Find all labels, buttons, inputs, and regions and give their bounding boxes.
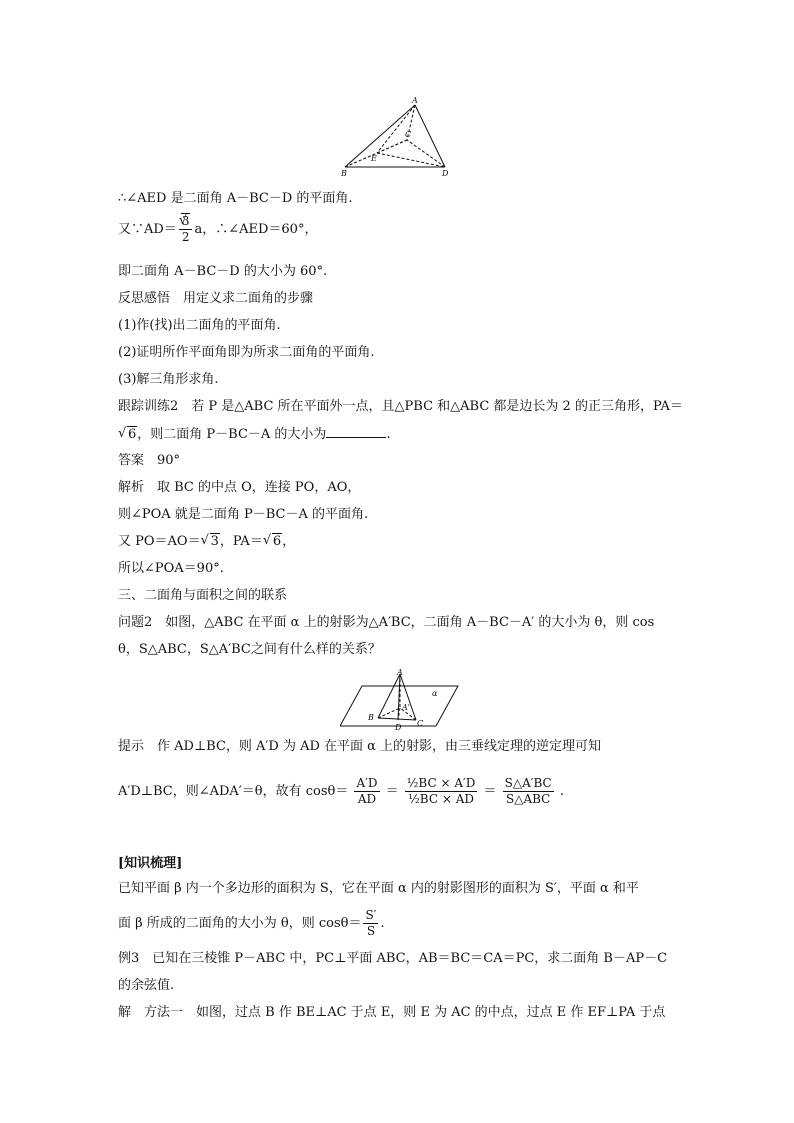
text-line: 跟踪训练2 若 P 是△ABC 所在平面外一点，且△PBC 和△ABC 都是边长为 2 的正三角形，PA＝ (118, 399, 683, 414)
text-line: 提示 作 AD⊥BC，则 A′D 为 AD 在平面 α 上的射影，由三垂线定理的逆定理可知 (118, 739, 602, 754)
text-line: 所以∠POA＝90°. (118, 561, 224, 576)
text-line: 反思感悟 用定义求二面角的步骤 (118, 291, 314, 306)
text-line: 又∵AD＝ √ $\frac{3}{2}$ a，∴∠AED＝60°， (118, 214, 317, 245)
label-d: D (395, 723, 402, 732)
label-a: A (412, 96, 418, 105)
text-line: ∴∠AED 是二面角 A－BC－D 的平面角. (118, 191, 353, 206)
text-line: A′D⊥BC，则∠ADA′＝θ，故有 cosθ＝ $\frac{A'D}{AD}$ ＝ $\frac{\text{½BC × A′D}}{\text{½BC × AD}}$ ＝ $\frac{S\triangle A'BC}{\text{S△ABC}}$ . (118, 776, 564, 806)
text-line: 解 方法一 如图，过点 B 作 BE⊥AC 于点 E，则 E 为 AC 的中点，过点 E 作 EF⊥PA 于点 (118, 1005, 666, 1020)
label-b: B (341, 169, 347, 178)
label-d: D (442, 169, 449, 178)
text-line: (3)解三角形求角. (118, 372, 219, 387)
text-line: 又 PO＝AO＝√ 3，PA＝√ 6， (118, 533, 295, 551)
answer-blank (326, 425, 386, 438)
label-b: B (368, 713, 374, 722)
tetrahedron-figure (335, 95, 465, 180)
text-line: 例3 已知在三棱锥 P－ABC 中，PC⊥平面 ABC，AB＝BC＝CA＝PC，求二面角 B－AP－C (118, 951, 668, 966)
text-line: 面 β 所成的二面角的大小为 θ，则 cosθ＝ $\frac{S'}{S}$ . (118, 908, 385, 938)
text-line: (1)作(找)出二面角的平面角. (118, 318, 281, 333)
label-a-prime: A' (402, 703, 410, 712)
text-line: 则∠POA 就是二面角 P－BC－A 的平面角. (118, 507, 369, 522)
label-alpha: α (432, 689, 438, 698)
text-line: √ 6，则二面角 P－BC－A 的大小为 . (118, 425, 391, 444)
text-line: 已知平面 β 内一个多边形的面积为 S，它在平面 α 内的射影图形的面积为 S′，平面 α 和平 (118, 881, 639, 896)
section-heading: 三、二面角与面积之间的联系 (118, 588, 288, 603)
text-line: 的余弦值. (118, 978, 175, 993)
text-line: 问题2 如图，△ABC 在平面 α 上的射影为△A′BC，二面角 A－BC－A′ 的大小为 θ，则 cos (118, 615, 655, 630)
section-heading: [知识梳理] (118, 856, 183, 871)
text-line: (2)证明所作平面角即为所求二面角的平面角. (118, 345, 375, 360)
label-e: E (371, 154, 377, 163)
label-a: A (397, 668, 403, 677)
projection-figure (340, 668, 460, 732)
text-line: 解析 取 BC 的中点 O，连接 PO，AO， (118, 480, 361, 495)
text-line: 即二面角 A－BC－D 的大小为 60°. (118, 264, 328, 279)
label-c: C (405, 130, 412, 139)
text-line: 答案 90° (118, 453, 181, 468)
text-line: θ，S△ABC，S△A′BC之间有什么样的关系？ (118, 642, 381, 657)
label-c: C (417, 719, 424, 728)
